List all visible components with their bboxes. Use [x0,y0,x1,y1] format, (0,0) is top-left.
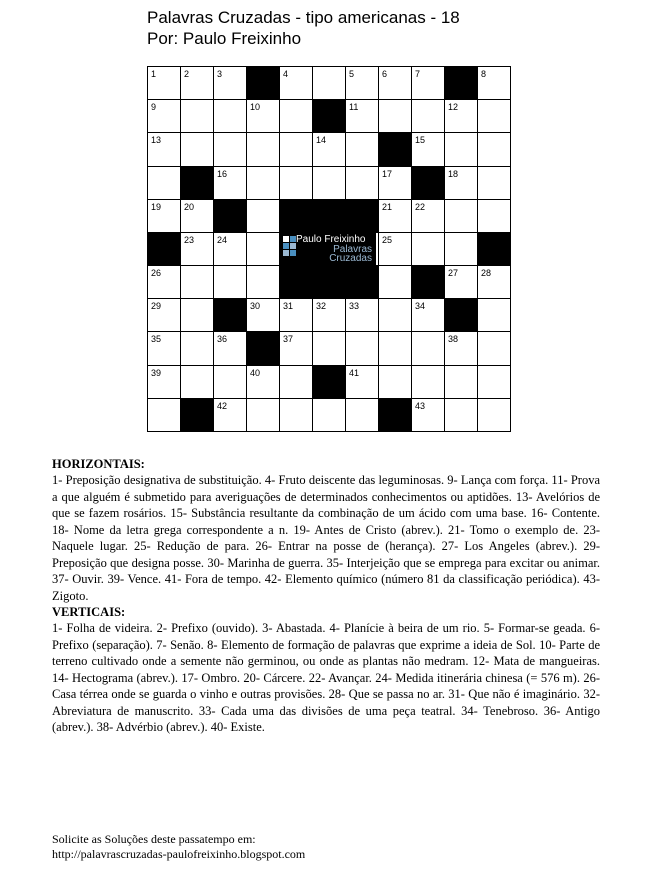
cell-number: 35 [151,334,162,345]
grid-cell[interactable] [346,100,378,132]
grid-cell[interactable] [346,332,378,364]
grid-cell[interactable] [247,266,279,298]
grid-cell[interactable] [478,133,510,165]
grid-cell[interactable] [247,399,279,431]
grid-black-cell [214,200,246,232]
cell-number: 25 [382,234,393,245]
grid-cell[interactable] [412,67,444,99]
grid-cell[interactable] [346,399,378,431]
grid-cell[interactable] [247,233,279,265]
logo-square-icon [283,236,289,242]
grid-cell[interactable] [379,299,411,331]
cell-number: 32 [316,301,327,312]
grid-black-cell [412,167,444,199]
cell-number: 43 [415,400,426,411]
grid-cell[interactable] [280,67,312,99]
cell-number: 33 [349,301,360,312]
logo-author-name: Paulo Freixinho [296,234,366,245]
grid-black-cell [346,200,378,232]
clues-section [52,456,600,736]
horizontal-heading: HORIZONTAIS: [52,457,145,471]
grid-cell[interactable] [148,332,180,364]
grid-black-cell [181,167,213,199]
grid-black-cell [412,266,444,298]
grid-cell[interactable] [478,100,510,132]
grid-black-cell [445,67,477,99]
grid-cell[interactable] [247,167,279,199]
footer-blog-url[interactable]: http://palavrascruzadas-paulofreixinho.blogspot.com [52,847,306,861]
grid-cell[interactable] [148,100,180,132]
cell-number: 27 [448,268,459,279]
cell-number: 11 [349,102,359,113]
grid-cell[interactable] [214,67,246,99]
grid-cell[interactable] [313,133,345,165]
cell-number: 4 [283,69,289,79]
grid-cell[interactable] [313,167,345,199]
cell-number: 12 [448,102,459,113]
vertical-heading: VERTICAIS: [52,605,126,619]
cell-number: 14 [316,135,327,146]
logo-word-palavras: Palavras [333,244,372,255]
footer-request-text: Solicite as Soluções deste passatempo em: [52,832,256,846]
grid-black-cell [478,233,510,265]
grid-cell[interactable] [313,299,345,331]
grid-cell[interactable] [181,133,213,165]
grid-cell[interactable] [346,299,378,331]
grid-cell[interactable] [379,233,411,265]
logo-square-icon [283,243,289,249]
cell-number: 24 [217,234,228,245]
grid-cell[interactable] [478,332,510,364]
grid-cell[interactable] [280,133,312,165]
grid-black-cell [313,200,345,232]
grid-cell[interactable] [412,100,444,132]
cell-number: 16 [217,168,228,179]
cell-number: 30 [250,301,261,312]
cell-number: 29 [151,301,162,312]
cell-number: 38 [448,334,459,345]
grid-black-cell [181,399,213,431]
cell-number: 6 [382,69,388,79]
grid-cell[interactable] [478,167,510,199]
grid-cell[interactable] [181,332,213,364]
footer [52,832,305,862]
grid-cell[interactable] [148,167,180,199]
grid-cell[interactable] [313,67,345,99]
grid-cell[interactable] [181,366,213,398]
grid-cell[interactable] [445,200,477,232]
grid-cell[interactable] [412,200,444,232]
grid-cell[interactable] [379,200,411,232]
grid-cell[interactable] [478,299,510,331]
grid-cell[interactable] [478,399,510,431]
grid-cell[interactable] [214,133,246,165]
cell-number: 7 [415,69,421,79]
grid-black-cell [379,133,411,165]
cell-number: 3 [217,69,223,79]
grid-cell[interactable] [478,67,510,99]
grid-cell[interactable] [412,399,444,431]
grid-black-cell [214,299,246,331]
grid-cell[interactable] [148,200,180,232]
grid-cell[interactable] [280,366,312,398]
grid-cell[interactable] [247,299,279,331]
grid-cell[interactable] [445,167,477,199]
grid-cell[interactable] [247,200,279,232]
cell-number: 5 [349,69,355,79]
grid-cell[interactable] [445,399,477,431]
grid-cell[interactable] [478,366,510,398]
grid-cell[interactable] [412,133,444,165]
grid-cell[interactable] [445,100,477,132]
cell-number: 13 [151,135,162,146]
grid-cell[interactable] [247,100,279,132]
cell-number: 26 [151,268,162,279]
grid-black-cell [445,299,477,331]
cell-number: 10 [250,102,261,113]
grid-cell[interactable] [214,266,246,298]
grid-cell[interactable] [412,366,444,398]
author-line: Por: Paulo Freixinho [147,29,302,48]
grid-cell[interactable] [181,100,213,132]
grid-cell[interactable] [148,133,180,165]
grid-cell[interactable] [346,67,378,99]
grid-cell[interactable] [412,233,444,265]
grid-cell[interactable] [280,100,312,132]
vertical-clues: 1- Folha de videira. 2- Prefixo (ouvido). 3- Abastada. 4- Planície à beira de um rio. 5- Formar-se geada. 6- Prefixo (separação). 7- Senão. 8- Elemento de formação de palavras que exprime a ideia de Sol. 10- Parte de terreno cultivado onde a semente não germinou, ou onde as plantas não medram. 12- Mata de mangueiras. 14- Hectograma (abrev.). 17- Ombro. 20- Cárcere. 22- Avançar. 24- Medida itinerária chinesa (= 576 m). 26- Casa térrea onde se guarda o vinho e outras provisões. 28- Que se passa no ar. 31- Que não é imaginário. 32- Abreviatura de manuscrito. 33- Cada uma das divisões de uma peça teatral. 34- Tenebroso. 36- Antigo (abrev.). 38- Advérbio (abrev.). 40- Existe. [52,621,600,734]
grid-cell[interactable] [148,366,180,398]
cell-number: 37 [283,334,294,345]
grid-cell[interactable] [478,266,510,298]
grid-cell[interactable] [280,299,312,331]
grid-cell[interactable] [445,133,477,165]
grid-cell[interactable] [181,266,213,298]
cell-number: 21 [382,201,393,212]
grid-black-cell [247,332,279,364]
grid-cell[interactable] [280,167,312,199]
grid-cell[interactable] [478,200,510,232]
cell-number: 17 [382,168,393,179]
grid-cell[interactable] [445,332,477,364]
grid-cell[interactable] [247,366,279,398]
cell-number: 34 [415,301,426,312]
horizontal-clues: 1- Preposição designativa de substituição. 4- Fruto deiscente das leguminosas. 9- Lança com força. 11- Prova a que alguém é submetido para averiguações de determinados conhecimentos ou aptidões. 13- Avelórios de que se fazem rosários. 15- Substância resultante da combinação de um ácido com uma base. 16- Contente. 18- Nome da letra grega correspondente a n. 19- Antes de Cristo (abrev.). 21- Tomo o exemplo de. 23- Naquele lugar. 25- Redução de para. 26- Entrar na posse de (herança). 27- Los Angeles (abrev.). 29- Preposição que designa posse. 30- Marinha de guerra. 35- Interjeição que se emprega para excitar ou animar. 37- Ouvir. 39- Vence. 41- Fora de tempo. 42- Elemento químico (número 81 da classificação periódica). 43- Zigoto. [52,473,600,603]
cell-number: 36 [217,334,228,345]
grid-cell[interactable] [181,299,213,331]
cell-number: 19 [151,201,162,212]
grid-cell[interactable] [379,67,411,99]
grid-cell[interactable] [148,266,180,298]
logo-square-icon [283,250,289,256]
grid-black-cell [247,67,279,99]
grid-cell[interactable] [313,332,345,364]
cell-number: 28 [481,268,492,279]
grid-cell[interactable] [379,266,411,298]
logo-square-icon [290,250,296,256]
logo-word-cruzadas: Cruzadas [329,253,372,264]
cell-number: 42 [217,400,228,411]
grid-cell[interactable] [280,399,312,431]
grid-cell[interactable] [346,366,378,398]
grid-cell[interactable] [445,233,477,265]
cell-number: 2 [184,69,190,79]
grid-cell[interactable] [445,266,477,298]
grid-cell[interactable] [445,366,477,398]
grid-cell[interactable] [214,167,246,199]
grid-cell[interactable] [181,200,213,232]
grid-cell[interactable] [214,399,246,431]
grid-black-cell [313,100,345,132]
grid-cell[interactable] [346,133,378,165]
cell-number: 18 [448,168,459,179]
grid-cell[interactable] [148,399,180,431]
grid-cell[interactable] [148,299,180,331]
cell-number: 15 [415,135,426,146]
cell-number: 8 [481,69,487,79]
grid-cell[interactable] [181,233,213,265]
grid-cell[interactable] [379,167,411,199]
page-title: Palavras Cruzadas - tipo americanas - 18 [147,8,460,27]
cell-number: 1 [151,69,157,79]
grid-black-cell [313,266,345,298]
grid-black-cell [379,399,411,431]
cell-number: 31 [283,301,294,312]
grid-cell[interactable] [313,399,345,431]
grid-cell[interactable] [181,67,213,99]
cell-number: 20 [184,201,195,212]
cell-number: 9 [151,102,157,113]
grid-cell[interactable] [379,100,411,132]
grid-cell[interactable] [412,332,444,364]
grid-cell[interactable] [148,67,180,99]
grid-black-cell [280,200,312,232]
grid-cell[interactable] [247,133,279,165]
grid-black-cell [346,266,378,298]
grid-cell[interactable] [214,332,246,364]
cell-number: 41 [349,367,360,378]
cell-number: 40 [250,367,261,378]
author-logo [280,233,376,265]
cell-number: 23 [184,234,195,245]
grid-black-cell [148,233,180,265]
cell-number: 39 [151,367,162,378]
grid-cell[interactable] [214,366,246,398]
grid-cell[interactable] [214,100,246,132]
grid-cell[interactable] [412,299,444,331]
grid-cell[interactable] [346,167,378,199]
grid-cell[interactable] [214,233,246,265]
grid-black-cell [280,266,312,298]
grid-cell[interactable] [379,332,411,364]
grid-black-cell [313,366,345,398]
cell-number: 22 [415,201,426,212]
grid-cell[interactable] [280,332,312,364]
grid-cell[interactable] [379,366,411,398]
